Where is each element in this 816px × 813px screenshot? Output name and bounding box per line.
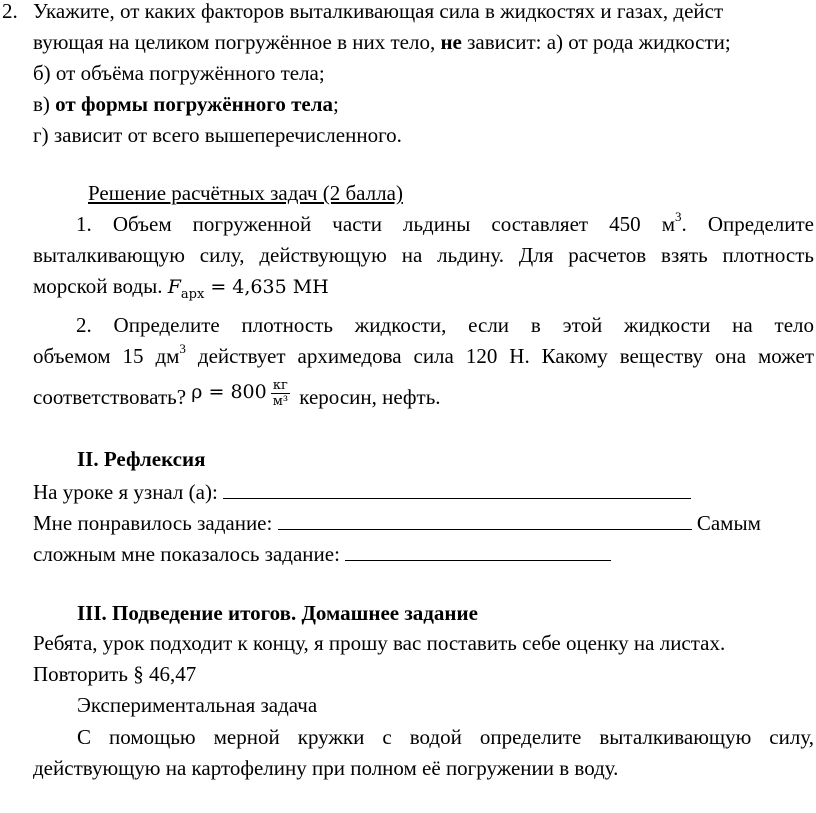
task1-formula-var: F: [167, 276, 181, 298]
q2-option-g: г) зависит от всего вышеперечисленного.: [33, 123, 402, 147]
task2-fraction-numerator: кг: [271, 378, 290, 394]
reflection-hardest-blank[interactable]: [345, 538, 611, 561]
summary-heading: III. Подведение итогов. Домашнее задание: [77, 601, 478, 625]
experiment-heading: Экспериментальная задача: [77, 693, 318, 717]
task1-text-c: морской воды.: [33, 274, 168, 298]
task2-line-3: [33, 377, 816, 415]
q2-text-pre: вующая на целиком погружённое в них тело,: [33, 30, 441, 54]
reflection-liked-blank[interactable]: [278, 507, 692, 530]
reflection-hardest-label: сложным мне показалось задание:: [33, 542, 346, 566]
q2-emphasis-not: не: [440, 30, 462, 54]
task2-text-a: объемом 15 дм: [33, 344, 180, 368]
task1-text-a: 1. Объем погруженной части льдины составляет 450 м: [76, 212, 676, 236]
q2-line-2: [33, 27, 816, 58]
q2-option-v: [33, 89, 816, 120]
task2-text-c: соответствовать?: [33, 385, 192, 409]
reflection-hardest-line: [33, 538, 816, 570]
task1-formula-sub: арх: [180, 287, 205, 302]
reflection-learned-line: [33, 476, 816, 508]
q2-option-v-bold: от формы погружённого тела: [55, 92, 333, 116]
q2-text-post: зависит: а) от рода жидкости;: [461, 30, 731, 54]
reflection-learned-blank[interactable]: [223, 476, 691, 499]
reflection-learned-label: На уроке я узнал (а):: [33, 480, 224, 504]
task2-line-2: [33, 341, 814, 372]
q2-option-v-label: в): [33, 92, 56, 116]
reflection-liked-line: [33, 507, 816, 539]
q2-option-b: б) от объёма погружённого тела;: [33, 61, 325, 85]
task1-line-2: выталкивающую силу, действующую на льдину. Для расчетов взять плотность: [33, 243, 814, 267]
experiment-line-2: действующую на картофелину при полном её погружении в воду.: [33, 756, 619, 780]
reflection-liked-label: Мне понравилось задание:: [33, 511, 278, 535]
task2-fraction: [271, 378, 290, 409]
q2-question-text: Укажите, от каких факторов выталкивающая сила в жидкостях и газах, дейст: [33, 0, 724, 23]
task1-sup: 3: [675, 209, 682, 224]
reflection-hardest-tail: Самым: [691, 511, 761, 535]
tasks-heading: Решение расчётных задач (2 балла): [88, 181, 403, 205]
summary-paragraph-1: Ребята, урок подходит к концу, я прошу вас поставить себе оценку на листах.: [33, 631, 726, 655]
task1-line-1: [76, 209, 814, 240]
task1-line-3: [33, 271, 816, 305]
task2-text-b: действует архимедова сила 120 Н. Какому веществу она может: [185, 344, 814, 368]
q2-number: 2.: [2, 0, 18, 23]
task2-formula: ρ = 800: [191, 381, 267, 403]
reflection-heading: II. Рефлексия: [77, 447, 206, 471]
task1-formula-value: = 4,635 МН: [204, 276, 329, 298]
task1-text-b: . Определите: [681, 212, 815, 236]
q2-option-v-end: ;: [333, 92, 339, 116]
summary-homework: Повторить § 46,47: [33, 662, 197, 686]
task2-fraction-denominator: м³: [272, 393, 289, 409]
task2-line-1: 2. Определите плотность жидкости, если в этой жидкости на тело: [76, 313, 814, 337]
task2-text-d: керосин, нефть.: [294, 385, 441, 409]
task1-formula: [167, 276, 329, 302]
task2-sup: 3: [179, 341, 186, 356]
experiment-line-1: С помощью мерной кружки с водой определите выталкивающую силу,: [77, 725, 814, 749]
